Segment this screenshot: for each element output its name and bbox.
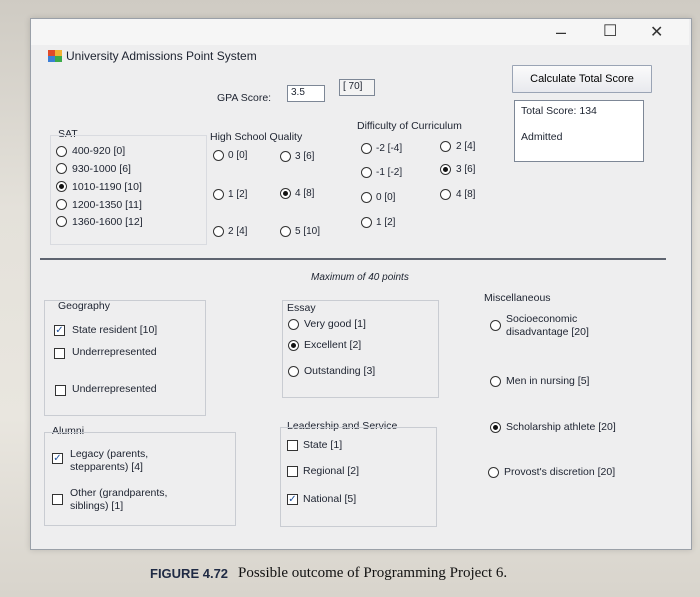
misc-radio-1[interactable] xyxy=(490,376,501,387)
socioeconomic-label-line2: disadvantage [20] xyxy=(506,326,589,338)
misc-radio-3[interactable] xyxy=(488,467,499,478)
title-bar xyxy=(31,19,689,45)
hs-option-1: 3 [6] xyxy=(295,151,315,162)
curr-option-5: 4 [8] xyxy=(456,189,476,200)
curr-option-3: 3 [6] xyxy=(456,164,476,175)
sat-title: SAT xyxy=(58,128,78,140)
figure-caption: Possible outcome of Programming Project 6. xyxy=(238,565,508,581)
sat-radio-2[interactable] xyxy=(56,181,67,192)
calculate-total-button[interactable]: Calculate Total Score xyxy=(512,65,652,93)
curr-radio-0[interactable] xyxy=(361,143,372,154)
curr-radio-6[interactable] xyxy=(361,217,372,228)
leadership-title: Leadership and Service xyxy=(287,420,398,432)
underrepresented-checkbox[interactable] xyxy=(54,348,65,359)
section-divider xyxy=(40,258,666,260)
underrepresented-extra-label: Underrepresented xyxy=(72,383,157,395)
curr-option-0: -2 [-4] xyxy=(376,143,403,154)
state-resident-checkbox[interactable]: ✓ xyxy=(55,325,64,336)
gpa-input[interactable]: 3.5 xyxy=(287,85,325,102)
other-alumni-checkbox[interactable] xyxy=(52,494,63,505)
legacy-checkbox[interactable]: ✓ xyxy=(53,453,62,464)
curr-radio-2[interactable] xyxy=(361,167,372,178)
hs-option-5: 5 [10] xyxy=(295,226,321,237)
underrepresented-label: Underrepresented xyxy=(72,346,157,358)
sat-radio-3[interactable] xyxy=(56,199,67,210)
hs-radio-0[interactable] xyxy=(213,150,224,161)
men-in-nursing-label: Men in nursing [5] xyxy=(506,375,590,387)
legacy-label-line2: stepparents) [4] xyxy=(70,461,143,473)
sat-radio-1[interactable] xyxy=(56,163,67,174)
hs-radio-3[interactable] xyxy=(280,188,291,199)
legacy-label-line1: Legacy (parents, xyxy=(70,448,149,460)
leadership-state-checkbox[interactable] xyxy=(287,440,298,451)
essay-radio-1[interactable] xyxy=(288,340,299,351)
sat-option-3: 1200-1350 [11] xyxy=(72,199,142,211)
essay-radio-2[interactable] xyxy=(288,366,299,377)
total-score-text: Total Score: 134 xyxy=(521,105,597,117)
app-icon xyxy=(48,50,62,62)
hs-radio-2[interactable] xyxy=(213,189,224,200)
other-alumni-label-line2: siblings) [1] xyxy=(70,500,124,512)
hs-option-3: 4 [8] xyxy=(295,188,315,199)
curr-radio-1[interactable] xyxy=(440,141,451,152)
essay-option-0: Very good [1] xyxy=(304,318,366,330)
curr-radio-3[interactable] xyxy=(440,164,451,175)
essay-option-2: Outstanding [3] xyxy=(304,365,376,377)
figure-number: FIGURE 4.72 xyxy=(150,566,229,581)
curr-option-4: 0 [0] xyxy=(376,192,396,203)
misc-title: Miscellaneous xyxy=(484,292,551,304)
window-title: University Admissions Point System xyxy=(66,49,257,63)
curr-option-2: -1 [-2] xyxy=(376,167,403,178)
alumni-title: Alumni xyxy=(52,425,85,437)
hs-option-2: 1 [2] xyxy=(228,189,248,200)
minimize-button[interactable]: – xyxy=(556,22,567,42)
close-button[interactable]: ✕ xyxy=(650,24,664,41)
admission-status: Admitted xyxy=(521,131,563,143)
hs-radio-4[interactable] xyxy=(213,226,224,237)
maximize-button[interactable]: ☐ xyxy=(603,23,618,40)
essay-radio-0[interactable] xyxy=(288,319,299,330)
leadership-national-label: National [5] xyxy=(303,493,357,505)
socioeconomic-label-line1: Socioeconomic xyxy=(506,313,578,325)
leadership-state-label: State [1] xyxy=(303,439,343,451)
state-resident-label: State resident [10] xyxy=(72,324,158,336)
provost-discretion-label: Provost's discretion [20] xyxy=(504,466,616,478)
curr-radio-5[interactable] xyxy=(440,189,451,200)
sat-radio-4[interactable] xyxy=(56,216,67,227)
geography-group xyxy=(44,300,206,416)
misc-radio-0[interactable] xyxy=(490,320,501,331)
max-points-note: Maximum of 40 points xyxy=(311,272,409,283)
hs-radio-5[interactable] xyxy=(280,226,291,237)
curr-option-6: 1 [2] xyxy=(376,217,396,228)
leadership-regional-checkbox[interactable] xyxy=(287,466,298,477)
sat-radio-0[interactable] xyxy=(56,146,67,157)
other-alumni-label-line1: Other (grandparents, xyxy=(70,487,168,499)
gpa-points-display: [ 70] xyxy=(339,79,375,96)
result-box xyxy=(514,100,644,162)
essay-option-1: Excellent [2] xyxy=(304,339,362,351)
scholarship-athlete-label: Scholarship athlete [20] xyxy=(506,421,616,433)
sat-option-2: 1010-1190 [10] xyxy=(72,181,142,193)
leadership-national-checkbox[interactable]: ✓ xyxy=(288,494,297,505)
leadership-regional-label: Regional [2] xyxy=(303,465,360,477)
hs-option-4: 2 [4] xyxy=(228,226,248,237)
hs-option-0: 0 [0] xyxy=(228,150,248,161)
gpa-label: GPA Score: xyxy=(217,92,272,104)
underrepresented-extra-checkbox[interactable] xyxy=(55,385,66,396)
misc-radio-2[interactable] xyxy=(490,422,501,433)
curr-option-1: 2 [4] xyxy=(456,141,476,152)
hs-radio-1[interactable] xyxy=(280,151,291,162)
sat-option-0: 400-920 [0] xyxy=(72,145,126,157)
curr-radio-4[interactable] xyxy=(361,192,372,203)
sat-option-4: 1360-1600 [12] xyxy=(72,216,143,228)
hs-quality-title: High School Quality xyxy=(210,131,303,143)
sat-option-1: 930-1000 [6] xyxy=(72,163,131,175)
geography-title: Geography xyxy=(58,300,110,312)
essay-title: Essay xyxy=(287,302,316,314)
curriculum-title: Difficulty of Curriculum xyxy=(357,120,462,132)
